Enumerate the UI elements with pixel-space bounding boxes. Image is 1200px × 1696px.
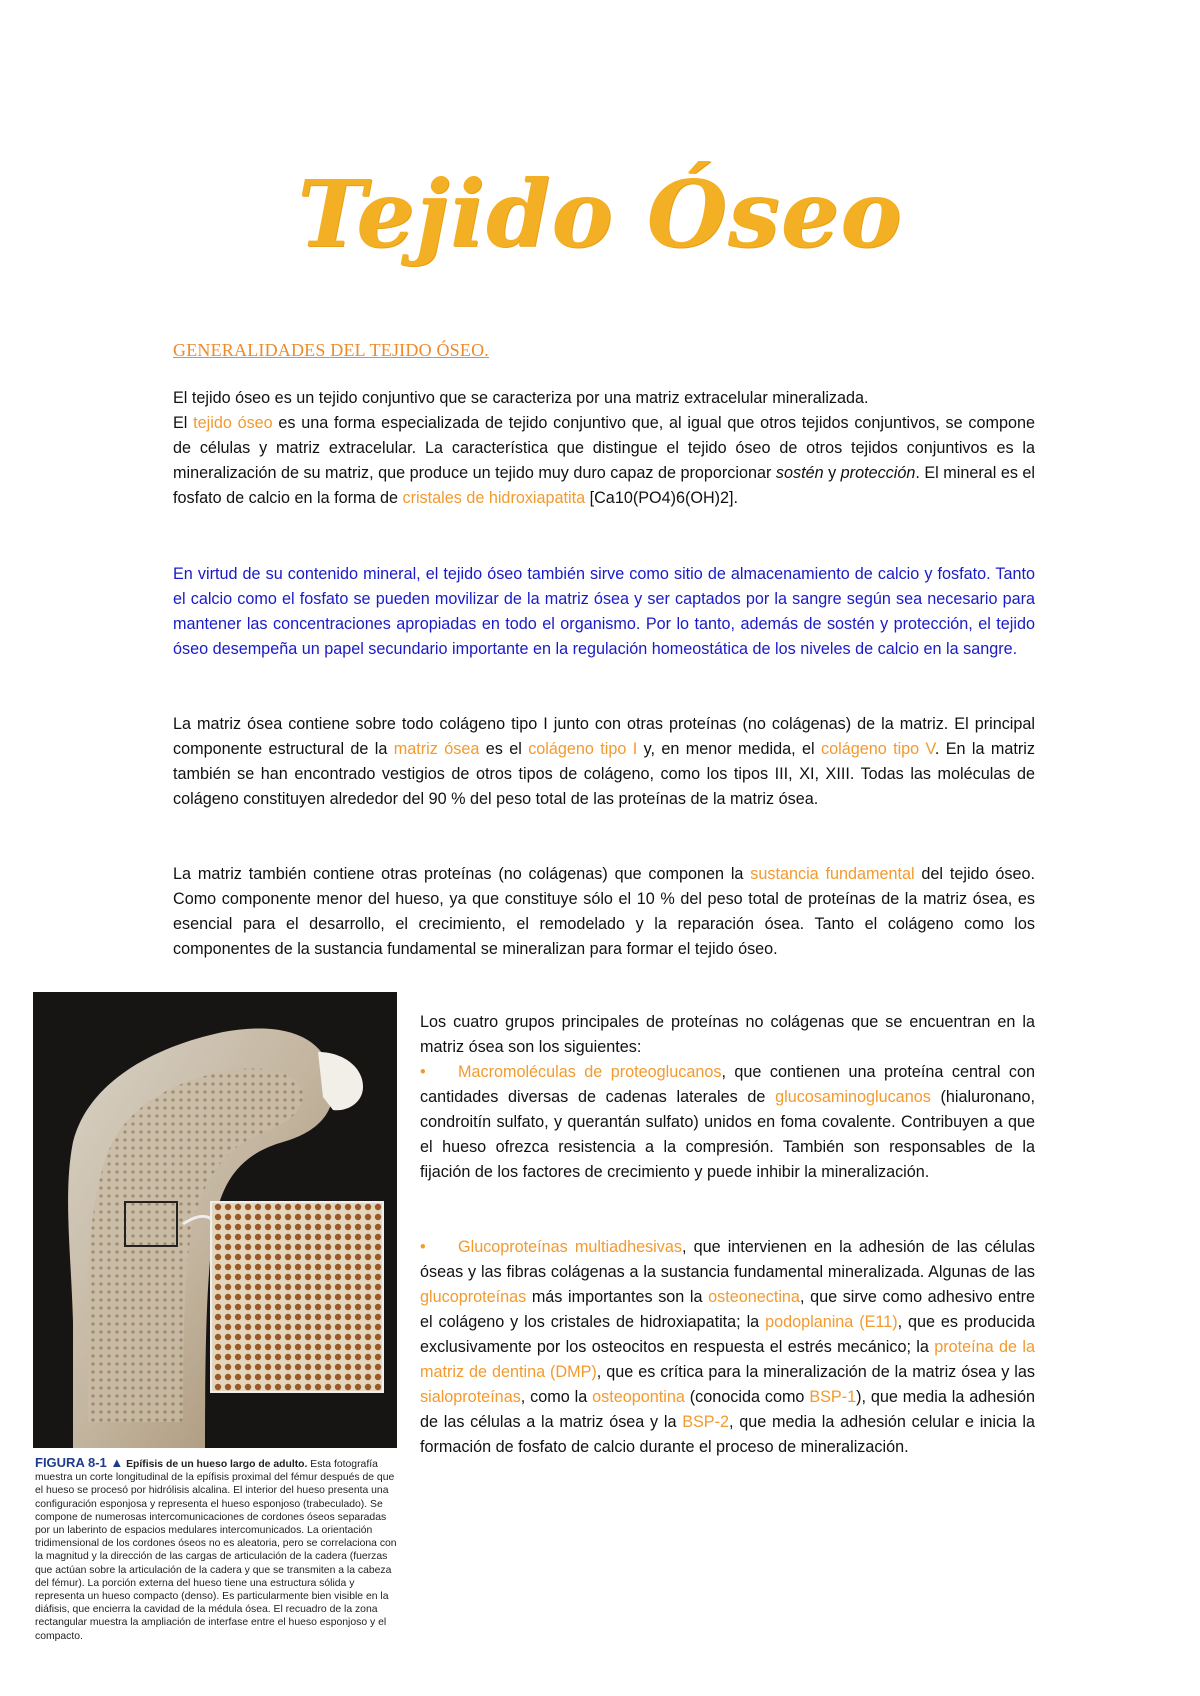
highlight-term: colágeno tipo I xyxy=(528,740,638,758)
paragraph-collagen: La matriz ósea contiene sobre todo colágeno tipo I junto con otras proteínas (no colágenas) de la matriz. El principal componente estructural de la matriz ósea es el colágeno tipo I y, en menor medida, el colágeno tipo V. En la matriz también se han encontrado vestigios de otros tipos de colágeno, como los tipos III, XI, XIII. Todas las moléculas de colágeno constituyen alrededor del 90 % del peso total de las proteínas de la matriz ósea. xyxy=(173,715,1035,808)
highlight-term: sialoproteínas xyxy=(420,1388,521,1406)
highlight-term: Macromoléculas de proteoglucanos xyxy=(458,1063,722,1081)
list-item-glycoproteins: • Glucoproteínas multiadhesivas, que intervienen en la adhesión de las células óseas y las fibras colágenas a la sustancia fundamental mineralizada. Algunas de las glucoproteínas más importantes son la osteonectina, que sirve como adhesivo entre el colágeno y los cristales de hidroxiapatita; la podoplanina (E11), que es producida exclusivamente por los osteocitos en respuesta el estrés mecánico; la proteína de la matriz de dentina (DMP), que es crítica para la mineralización de la matriz ósea y las sialoproteínas, como la osteopontina (conocida como BSP-1), que media la adhesión de las células a la matriz ósea y la BSP-2, que media la adhesión celular e inicia la formación de fosfato de calcio durante el proceso de mineralización. xyxy=(420,1235,1035,1460)
highlight-term: podoplanina (E11) xyxy=(765,1313,898,1331)
highlight-term: colágeno tipo V xyxy=(821,740,935,758)
paragraph-groups: Los cuatro grupos principales de proteínas no colágenas que se encuentran en la matriz ósea son los siguientes: xyxy=(420,1013,1035,1056)
highlight-term: sustancia fundamental xyxy=(750,865,915,883)
bullet-icon: • xyxy=(420,1238,426,1256)
section-heading: GENERALIDADES DEL TEJIDO ÓSEO. xyxy=(173,340,489,360)
paragraph-calcium: En virtud de su contenido mineral, el tejido óseo también sirve como sitio de almacenamiento de calcio y fosfato. Tanto el calcio como el fosfato se pueden movilizar de la matriz ósea y ser captados por la sangre según sea necesario para mantener las concentraciones apropiadas en todo el organismo. Por lo tanto, además de sostén y protección, el tejido óseo desempeña un papel secundario importante en la regulación homeostática de los niveles de calcio en la sangre. xyxy=(173,565,1035,658)
highlight-term: tejido óseo xyxy=(193,414,273,432)
paragraph-ground-substance: La matriz también contiene otras proteínas (no colágenas) que componen la sustancia fundamental del tejido óseo. Como componente menor del hueso, ya que constituye sólo el 10 % del peso total de proteínas de la matriz ósea, es esencial para el desarrollo, el crecimiento, el remodelado y la reparación ósea. Tanto el colágeno como los componentes de la sustancia fundamental se mineralizan para formar el tejido óseo. xyxy=(173,865,1035,958)
highlight-term: BSP-1 xyxy=(809,1388,857,1406)
highlight-term: glucosaminoglucanos xyxy=(775,1088,931,1106)
page-title: Tejido Óseo xyxy=(297,160,903,268)
figure-title: Epífisis de un hueso largo de adulto. xyxy=(126,1459,308,1470)
highlight-term: osteopontina xyxy=(592,1388,685,1406)
highlight-term: proteína de la matriz de dentina (DMP) xyxy=(420,1338,1036,1381)
highlight-term: matriz ósea xyxy=(393,740,480,758)
bone-illustration xyxy=(33,992,397,1448)
figure-caption-text: Esta fotografía muestra un corte longitudinal de la epífisis proximal del fémur después de que el hueso se procesó por hidrólisis alcalina. El interior del hueso presenta una configuración esponjosa y representa el hueso esponjoso (trabeculado). Se compone de numerosas intercomunicaciones de cordones óseos separadas por un laberinto de espacios medulares intercomunicados. La orientación tridimensional de los cordones óseos no es aleatoria, pero se correlaciona con la magnitud y la dirección de las cargas de articulación de la cadera (fuerzas que actúan sobre la articulación de la cadera y que se transmiten a la cabeza del fémur). La porción externa del hueso tiene una estructura sólida y representa un hueso compacto (denso). Es particularmente bien visible en la diáfisis, que encierra la cavidad de la médula ósea. El recuadro de la zona rectangular muestra la ampliación de interfase entre el hueso esponjoso y el compacto. xyxy=(35,1459,397,1642)
figure-caption xyxy=(35,1456,399,1643)
femur-epiphysis-photo xyxy=(33,992,397,1448)
intro-line: El tejido óseo es un tejido conjuntivo que se caracteriza por una matriz extracelular mineralizada. xyxy=(173,389,869,407)
highlight-term: cristales de hidroxiapatita xyxy=(402,489,586,507)
bullet-icon: • xyxy=(420,1063,426,1081)
paragraph-intro: El tejido óseo es un tejido conjuntivo que se caracteriza por una matriz extracelular mineralizada. El tejido óseo es una forma especializada de tejido conjuntivo que, al igual que otros tejidos conjuntivos, se compone de células y matriz extracelular. La característica que distingue el tejido óseo de otros tejidos conjuntivos es la mineralización de su matriz, que produce un tejido muy duro capaz de proporcionar sostén y protección. El mineral es el fosfato de calcio en la forma de cristales de hidroxiapatita [Ca10(PO4)6(OH)2]. xyxy=(173,389,1036,507)
highlight-term: Glucoproteínas multiadhesivas xyxy=(458,1238,682,1256)
highlight-term: BSP-2 xyxy=(682,1413,729,1431)
figure-label: FIGURA 8-1 ▲ xyxy=(35,1455,124,1470)
list-item-proteoglycans: • Macromoléculas de proteoglucanos, que contienen una proteína central con cantidades diversas de cadenas laterales de glucosaminoglucanos (hialuronano, condroitín sulfato, y querantán sulfato) unidos en foma covalente. Contribuyen a que el hueso ofrezca resistencia a la compresión. También son responsables de la fijación de los factores de crecimiento y puede inhibir la mineralización. xyxy=(420,1060,1035,1185)
highlight-term: glucoproteínas xyxy=(420,1288,527,1306)
highlight-term: osteonectina xyxy=(708,1288,800,1306)
